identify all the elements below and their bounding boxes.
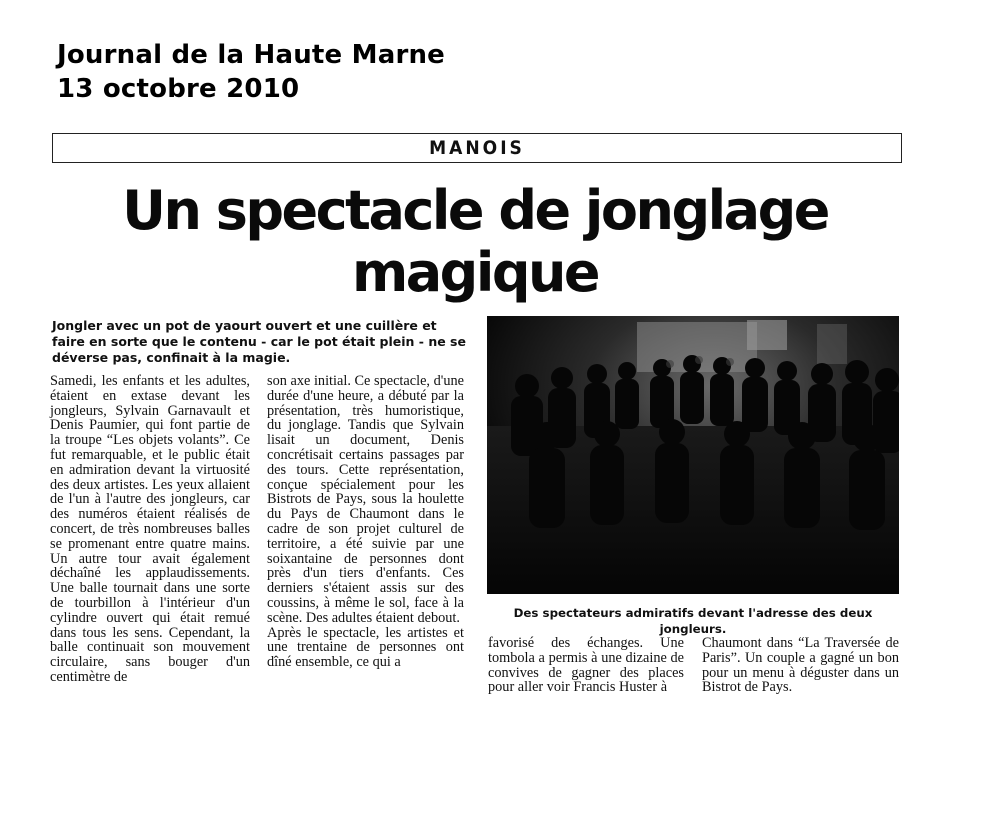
headline-line-1: Un spectacle de jonglage [122,179,828,242]
article-headline [60,180,890,304]
newspaper-source [57,38,445,106]
publication-date: 13 octobre 2010 [57,74,300,104]
newspaper-name: Journal de la Haute Marne [57,40,446,70]
column-3-text: favorisé des échanges. Une tombola a permis à une dizaine de convives de gagner des places pour aller voir Francis Huster à [488,635,684,696]
headline-line-2: magique [351,241,599,304]
rubric-label: MANOIS [429,137,525,159]
photo-caption: Des spectateurs admiratifs devant l'adresse des deux jongleurs. [513,606,873,636]
article-column-2 [267,374,464,670]
article-lead: Jongler avec un pot de yaourt ouvert et une cuillère et faire en sorte que le contenu - car le pot était plein - ne se déverse pas, confinait à la magie. [52,318,466,365]
article-column-3 [488,636,684,695]
article-column-4 [702,636,899,695]
photo-illustration [487,316,899,594]
rubric-box [52,133,902,163]
column-2-paragraph-1: son axe initial. Ce spectacle, d'une durée d'une heure, a débuté par la présentation, très humoristique, du jonglage. Tandis que Sylvain lisait un document, Denis concrétisait certains passages par des tours. Cette représentation, conçue spécialement pour les Bistrots de Pays, sous la houlette du Pays de Chaumont dans le cadre de son projet culturel de territoire, a été suivie par une soixantaine de personnes dont près d'un tiers d'enfants. Ces derniers s'étaient assis sur des coussins, à même le sol, face à la scène. Des adultes étaient debout. [267,373,464,626]
article-column-1 [50,374,250,685]
column-1-text: Samedi, les enfants et les adultes, étaient en extase devant les jongleurs, Sylvain Garnavault et Denis Paumier, qui font partie de la troupe “Les objets volants”. Ce fut remarquable, et le public était en admiration devant la virtuosité des deux artistes. Les yeux allaient de l'un à l'autre des jongleurs, car des numéros étaient réalisés de concert, de très nombreuses balles se promenant entre quatre mains. Un autre tour avait également déchaîné les applaudissements. Une balle tournait dans une sorte de tourbillon à l'intérieur d'un cylindre ouvert qui était remué dans tous les sens. Cependant, la balle continuait son mouvement circulaire, sans bouger d'un centimètre de [50,373,250,685]
column-2-paragraph-2: Après le spectacle, les artistes et une trentaine de personnes ont dîné ensemble, ce qui a [267,624,464,671]
column-4-text: Chaumont dans “La Traversée de Paris”. Un couple a gagné un bon pour un menu à déguster dans un Bistrot de Pays. [702,635,899,696]
audience-photo [487,316,899,594]
